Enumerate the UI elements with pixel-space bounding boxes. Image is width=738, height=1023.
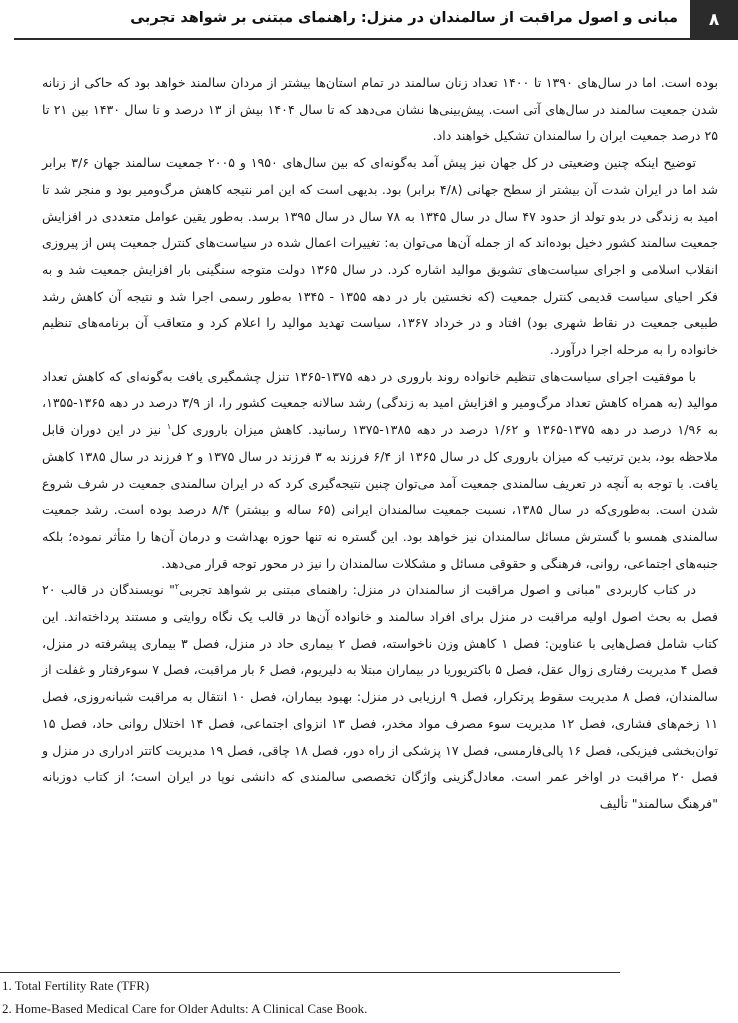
footnote-ref-2: ۲ bbox=[174, 582, 180, 592]
running-header bbox=[14, 0, 738, 40]
header-rule bbox=[14, 38, 738, 40]
footnote-2: 2. Home-Based Medical Care for Older Adults: A Clinical Case Book. bbox=[2, 1001, 368, 1016]
body-text bbox=[42, 70, 718, 818]
page-number: ۸ bbox=[690, 0, 738, 40]
footnote-ref-1: ۱ bbox=[166, 421, 172, 431]
header-title: مبانی و اصول مراقبت از سالمندان در منزل: راهنمای مبتنی بر شواهد تجربی bbox=[130, 10, 678, 26]
paragraph-3 bbox=[42, 364, 718, 578]
paragraph-1: بوده است. اما در سال‌های ۱۳۹۰ تا ۱۴۰۰ تعداد زنان سالمند در تمام استان‌ها بیشتر از مردان سالمند خواهد بود که حاکی از زنانه شدن جمعیت سالمند در سال‌های آتی است. پیش‌بینی‌ها نشان می‌دهد که تا سال ۱۴۰۴ بیش از ۱۳ درصد و تا سال ۱۴۳۰ بین ۲۱ تا ۲۵ درصد جمعیت ایران را سالمندان تشکیل خواهند داد. bbox=[42, 75, 718, 144]
paragraph-4-part-a: در کتاب کاربردی "مبانی و اصول مراقبت از سالمندان در منزل: راهنمای مبتنی بر شواهد تجربی bbox=[179, 582, 696, 598]
paragraph-4-part-b: " نویسندگان در قالب ۲۰ فصل به بحث اصول اولیه مراقبت در منزل برای افراد سالمند و خانواده آن‌ها در قالب یک نگاه روایتی و مستند پرداخته‌اند. این کتاب شامل فصل‌هایی با عناوین: فصل ۱ کاهش وزن ناخواسته، فصل ۲ بیماری حاد در منزل، فصل ۳ بیماری پیشرفته در منزل، فصل ۴ مدیریت رفتاری زوال عقل، فصل ۵ باکتریوریا در بیماران مبتلا به دلیریوم، فصل ۶ بار مراقبت، فصل ۷ سوءرفتار و غفلت از سالمندان، فصل ۸ مدیریت سقوط پرتکرار، فصل ۹ ارزیابی در منزل: بهبود بیماران، فصل ۱۰ انتقال به مراقبت شبانه‌روزی، فصل ۱۱ زخم‌های فشاری، فصل ۱۲ مدیریت سوء مصرف مواد مخدر، فصل ۱۳ انزوای اجتماعی، فصل ۱۴ اختلال روانی حاد، فصل ۱۵ توان‌بخشی فیزیکی، فصل ۱۶ پالی‌فارمسی، فصل ۱۷ پزشکی از راه دور، فصل ۱۸ چاقی، فصل ۱۹ مدیریت کاتتر ادراری در منزل و فصل ۲۰ مراقبت در اواخر عمر است. معادل‌گزینی واژگان تخصصی سالمندی که دانشی نوپا در ایران است؛ از کتاب دوزبانه "فرهنگ سالمند" تألیف bbox=[42, 582, 719, 811]
paragraph-3-part-a: با موفقیت اجرای سیاست‌های تنظیم خانواده روند باروری در دهه ۱۳۷۵-۱۳۶۵ تنزل چشمگیری یافت به‌گونه‌ای که کاهش تعداد موالید (به همراه کاهش تعداد مرگ‌ومیر و افزایش امید به زندگی) رشد سالانه جمعیت کشور را، از ۳/۹ درصد در دهه ۱۳۶۵-۱۳۵۵، به ۱/۹۶ درصد در دهه ۱۳۷۵-۱۳۶۵ و ۱/۶۲ درصد در دهه ۱۳۸۵-۱۳۷۵ رسانید. کاهش میزان باروری کل bbox=[42, 368, 719, 438]
footnotes bbox=[2, 974, 702, 1020]
footnote-divider bbox=[0, 972, 620, 973]
paragraph-4 bbox=[42, 577, 718, 817]
footnote-1: 1. Total Fertility Rate (TFR) bbox=[2, 978, 150, 993]
paragraph-2: توضیح اینکه چنین وضعیتی در کل جهان نیز پیش آمد به‌گونه‌ای که بین سال‌های ۱۹۵۰ و ۲۰۰۵ جمعیت سالمند جهان ۳/۶ برابر شد اما در ایران شدت آن بیشتر از سطح جهانی (۴/۸ برابر) بود. بدیهی است که این امر نتیجه کاهش مرگ‌ومیر بود و منجر شد تا امید به زندگی در بدو تولد از حدود ۴۷ سال در سال ۱۳۴۵ به ۷۸ سال در سال ۱۳۹۵ برسد. به‌طور یقین عوامل متعددی در افزایش جمعیت سالمند کشور دخیل بوده‌اند که از جمله آن‌ها می‌توان به: تغییرات اعمال شده در سیاست‌های کنترل جمعیت پس از پیروزی انقلاب اسلامی و اجرای سیاست‌های تشویق موالید اشاره کرد. در سال ۱۳۶۵ دولت متوجه سنگینی بار افزایش جمعیت شد و به فکر احیای سیاست قدیمی کنترل جمعیت (که نخستین بار در دهه ۱۳۵۵ - ۱۳۴۵ به‌طور رسمی اجرا شد و نتیجه آن کاهش رشد طبیعی جمعیت در نقاط شهری بود) افتاد و در خرداد ۱۳۶۷، سیاست تهدید موالید را اعلام کرد و متعاقب آن برنامه‌های تنظیم خانواده را به مرحله اجرا درآورد. bbox=[42, 155, 718, 358]
paragraph-3-part-b: نیز در این دوران قابل ملاحظه بود، بدین ترتیب که میزان باروری کل در سال ۱۳۶۵ از ۶/۴ فرزند به ۳ فرزند در سال ۱۳۷۵ و ۲ فرزند در سال ۱۳۸۵ کاهش یافت. با توجه به آنچه در تعریف سالمندی جمعیت آمد می‌توان چنین نتیجه‌گیری کرد که در ایران سالمندی جمعیت در شرف شروع شدن است. به‌طوری‌که در سال ۱۳۸۵، نسبت جمعیت سالمندان ایرانی (۶۵ ساله و بیشتر) ۸/۴ درصد بوده است. رشد جمعیت سالمندی همسو با گسترش مسائل سالمندان نیز خواهد بود. این گستره نه تنها حوزه بهداشت و درمان آن‌ها را متأثر نموده؛ بلکه جنبه‌های اجتماعی، روانی، فرهنگی و حقوقی مسائل و مشکلات سالمندان را نیز در محور توجه قرار می‌دهد. bbox=[42, 422, 718, 571]
